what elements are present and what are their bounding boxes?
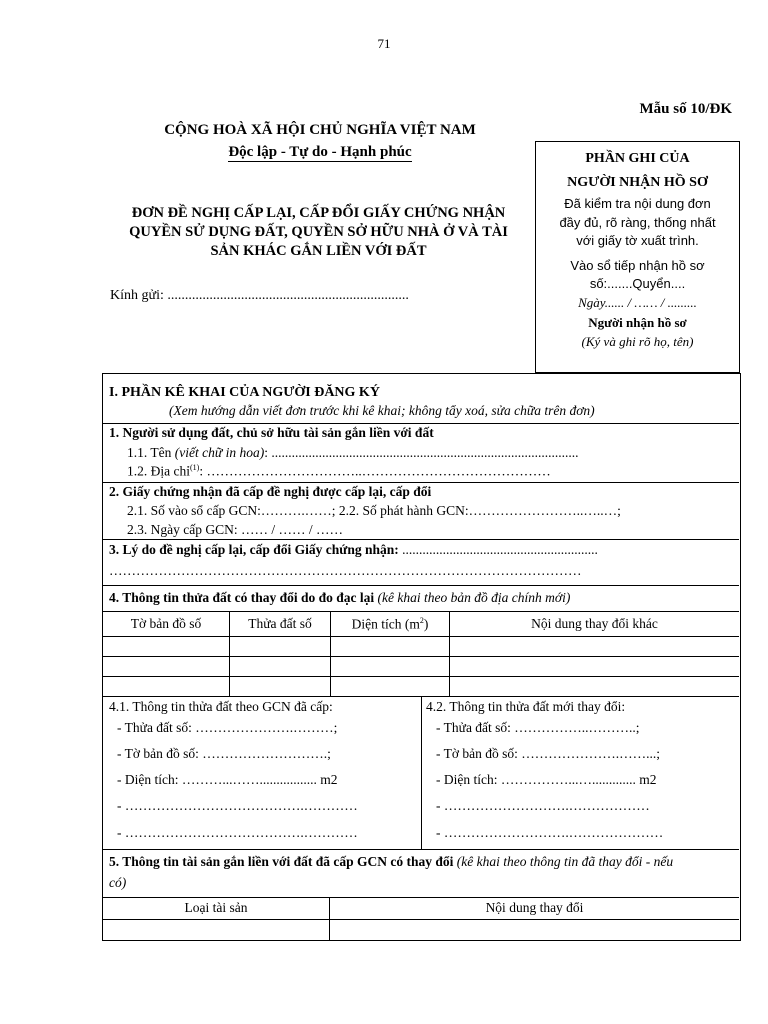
divider: [103, 676, 739, 677]
form-number: Mẫu số 10/ĐK: [639, 101, 732, 117]
item-3-title: 3. Lý do đề nghị cấp lại, cấp đổi Giấy chứng nhận:: [109, 542, 399, 557]
receiver-line-5[interactable]: số:.......Quyển....: [589, 276, 686, 291]
new-extra-field-1[interactable]: - ……………………….………………: [436, 798, 650, 813]
item-4-heading: [109, 590, 570, 606]
address-dots: : ……………………………..……………………………………: [199, 463, 551, 479]
page-number: 71: [377, 36, 391, 51]
receiver-line-3: với giấy tờ xuất trình.: [576, 233, 699, 248]
receiver-box: [535, 141, 740, 373]
receiver-sign-note: (Ký và ghi rõ họ, tên): [581, 333, 694, 349]
receiver-date[interactable]: Ngày...... / …… / .........: [578, 294, 697, 310]
divider: [103, 656, 739, 657]
reason-continuation[interactable]: ……………………………………………………………………………………………: [109, 563, 582, 578]
item-5-hint-continued: có): [109, 875, 127, 890]
reason-dots: ..........................................................: [398, 542, 598, 557]
new-extra-field-2[interactable]: - ……………………….…………………: [436, 825, 664, 840]
divider: [103, 611, 739, 612]
motto-text: Độc lập - Tự do - Hạnh phúc: [228, 144, 412, 160]
col-parcel-no: Thửa đất số: [248, 616, 312, 631]
item-1-title: 1. Người sử dụng đất, chủ sở hữu tài sản gắn liền với đất: [109, 425, 434, 440]
col-area-sup: 2: [419, 616, 424, 625]
address-label: 1.2. Địa chỉ: [127, 463, 190, 479]
new-map-field[interactable]: - Tờ bản đồ số: ………………….……...;: [436, 746, 661, 761]
col-area-close: ): [423, 616, 429, 632]
col-change-content: Nội dung thay đổi: [485, 900, 584, 915]
owner-name-field[interactable]: [127, 445, 578, 461]
item-5-heading: [109, 854, 673, 870]
divider: [103, 585, 739, 586]
divider: [103, 919, 739, 920]
item-5-hint: (kê khai theo thông tin đã thay đổi - nếu: [453, 854, 674, 869]
receiver-line-4: Vào sổ tiếp nhận hồ sơ: [570, 257, 705, 273]
new-parcel-field[interactable]: - Thửa đất số: ……………..………..;: [436, 720, 640, 735]
item-5-title: 5. Thông tin tài sản gắn liền với đất đã cấp GCN có thay đổi: [109, 854, 454, 869]
old-map-field[interactable]: - Tờ bản đồ số: ……………………….;: [117, 746, 331, 761]
old-extra-field-1[interactable]: - ………………………………….…………: [117, 798, 358, 813]
name-dots: : ...........................................................................................: [264, 445, 579, 460]
item-2-title: 2. Giấy chứng nhận đã cấp đề nghị được cấp lại, cấp đổi: [109, 484, 432, 499]
old-area-field[interactable]: - Diện tích: ………...……................. m2: [117, 772, 338, 787]
divider: [103, 482, 739, 483]
declaration-form: [102, 373, 741, 941]
receiver-signer: Người nhận hồ sơ: [588, 315, 687, 330]
section-1-title: I. PHẦN KÊ KHAI CỦA NGƯỜI ĐĂNG KÝ: [109, 385, 380, 400]
divider: [103, 539, 739, 540]
receiver-heading-2: NGƯỜI NHẬN HỒ SƠ: [567, 175, 708, 190]
address-footnote: (1): [190, 463, 200, 472]
title-line-2: QUYỀN SỬ DỤNG ĐẤT, QUYỀN SỞ HỮU NHÀ Ở VÀ TÀI: [129, 224, 508, 240]
col-area-label: Diện tích (m: [351, 616, 420, 632]
name-hint: (viết chữ in hoa): [174, 445, 265, 460]
form-title: [106, 204, 531, 261]
col-map-sheet: Tờ bản đồ số: [130, 616, 202, 631]
reason-field[interactable]: [109, 542, 598, 558]
old-extra-field-2[interactable]: - ………………………………….…………: [117, 825, 358, 840]
divider: [103, 849, 739, 850]
item-4-title: 4. Thông tin thửa đất có thay đổi do đo đạc lại: [109, 590, 375, 605]
national-title: CỘNG HOÀ XÃ HỘI CHỦ NGHĨA VIỆT NAM: [164, 122, 476, 138]
receiver-line-2: đầy đủ, rõ ràng, thống nhất: [559, 214, 716, 230]
recipient-field[interactable]: Kính gửi: .....................................................................: [110, 288, 409, 303]
national-motto: [110, 144, 530, 161]
title-line-1: ĐƠN ĐỀ NGHỊ CẤP LẠI, CẤP ĐỔI GIẤY CHỨNG NHẬN: [131, 205, 506, 221]
sub-4-1-title: 4.1. Thông tin thửa đất theo GCN đã cấp:: [109, 699, 333, 714]
certificate-date-field[interactable]: 2.3. Ngày cấp GCN: …… / …… / ……: [127, 522, 343, 537]
receiver-heading-1: PHẦN GHI CỦA: [585, 151, 690, 166]
divider: [103, 423, 739, 424]
divider: [103, 636, 739, 637]
new-area-field[interactable]: - Diện tích: ……………...…............. m2: [436, 772, 657, 787]
col-asset-type: Loại tài sản: [184, 900, 248, 915]
owner-address-field[interactable]: [127, 463, 551, 480]
sub-4-2-title: 4.2. Thông tin thửa đất mới thay đổi:: [426, 699, 626, 714]
item-4-hint: (kê khai theo bản đồ địa chính mới): [374, 590, 571, 605]
certificate-number-fields[interactable]: 2.1. Số vào sổ cấp GCN:……….……; 2.2. Số phát hành GCN:……………………..…..…;: [127, 503, 621, 518]
divider: [103, 897, 739, 898]
col-area: [331, 616, 449, 633]
name-label: 1.1. Tên: [127, 445, 175, 460]
column-divider: [421, 696, 422, 849]
title-line-3: SẢN KHÁC GẮN LIỀN VỚI ĐẤT: [210, 243, 427, 259]
receiver-line-1: Đã kiểm tra nội dung đơn: [564, 196, 711, 211]
col-other-changes: Nội dung thay đổi khác: [531, 616, 658, 631]
old-parcel-field[interactable]: - Thửa đất số: ………………….………;: [117, 720, 338, 735]
section-1-note: (Xem hướng dẫn viết đơn trước khi kê khai; không tẩy xoá, sửa chữa trên đơn): [169, 403, 595, 418]
